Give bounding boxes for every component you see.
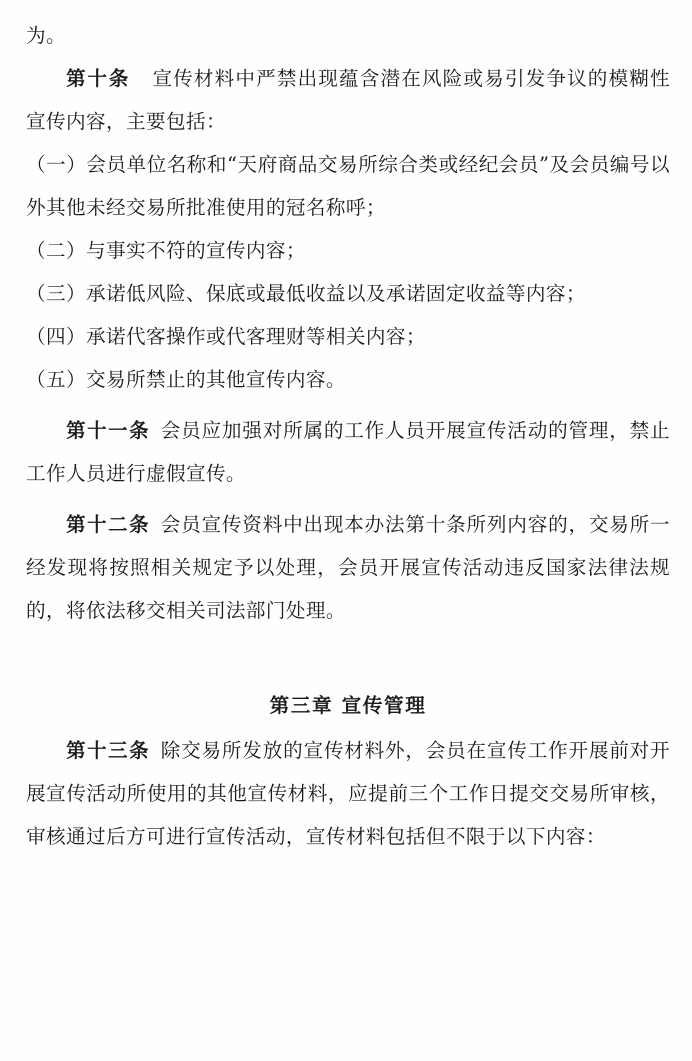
paragraph-article-10 — [26, 57, 670, 143]
article-number: 第十条 — [66, 67, 131, 90]
article-number: 第十三条 — [66, 739, 151, 762]
list-item-2: （二）与事实不符的宣传内容； — [26, 239, 306, 262]
list-item-4: （四）承诺代客操作或代客理财等相关内容； — [26, 325, 426, 348]
article-text: 宣传材料中严禁出现蕴含潜在风险或易引发争议的模糊性宣传内容，主要包括： — [26, 67, 670, 133]
paragraph-spacer — [26, 495, 670, 503]
article-number: 第十一条 — [66, 419, 151, 442]
list-item-1: （一）会员单位名称和“天府商品交易所综合类或经纪会员”及会员编号以外其他未经交易所批准使用的冠名称呼； — [26, 153, 670, 219]
article-number: 第十二条 — [66, 513, 151, 536]
chapter-heading: 第三章 宣传管理 — [269, 694, 427, 717]
continuation-line: 为。 — [26, 24, 66, 47]
paragraph-article-12 — [26, 503, 670, 632]
paragraph-article-11 — [26, 409, 670, 495]
list-item-3: （三）承诺低风险、保底或最低收益以及承诺固定收益等内容； — [26, 282, 586, 305]
article-text: 会员宣传资料中出现本办法第十条所列内容的，交易所一经发现将按照相关规定予以处理，会员开展宣传活动违反国家法律法规的，将依法移交相关司法部门处理。 — [26, 513, 670, 622]
paragraph-article-13 — [26, 729, 670, 858]
paragraph-spacer — [26, 401, 670, 409]
article-text: 会员应加强对所属的工作人员开展宣传活动的管理，禁止工作人员进行虚假宣传。 — [26, 419, 670, 485]
article-text: 除交易所发放的宣传材料外，会员在宣传工作开展前对开展宣传活动所使用的其他宣传材料，应提前三个工作日提交交易所审核，审核通过后方可进行宣传活动，宣传材料包括但不限于以下内容： — [26, 739, 670, 848]
document-body — [26, 14, 670, 858]
list-item-5: （五）交易所禁止的其他宣传内容。 — [26, 368, 346, 391]
